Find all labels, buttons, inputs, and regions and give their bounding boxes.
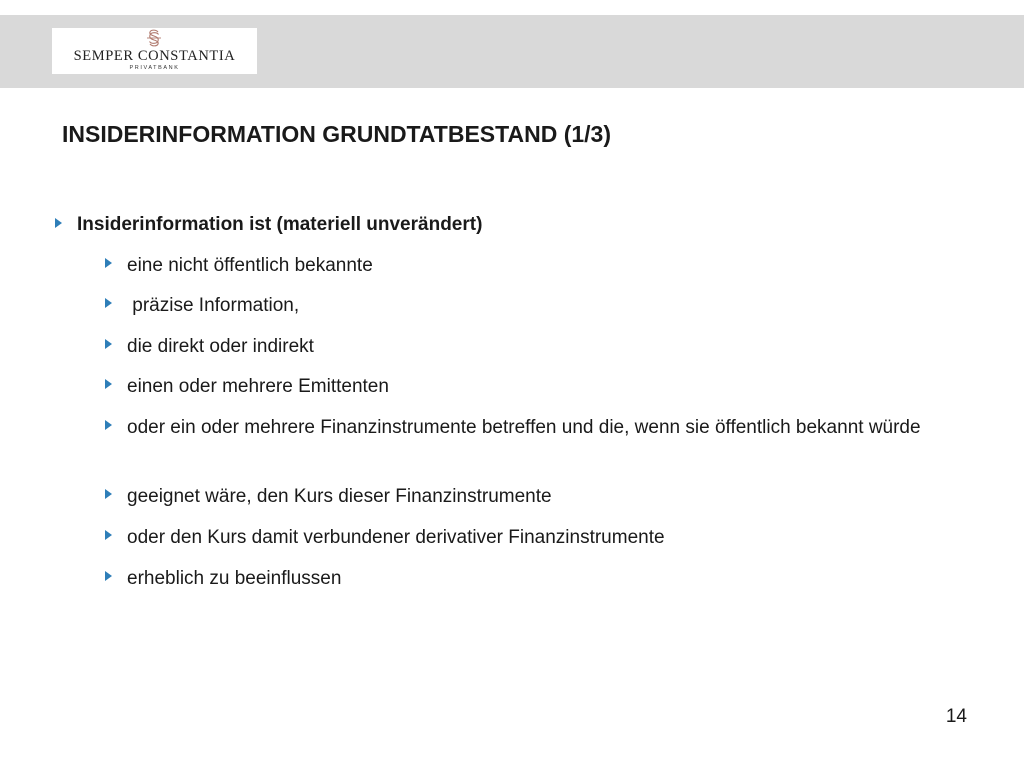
- bullet-arrow-icon: [105, 530, 112, 540]
- sub-bullet: [105, 415, 965, 441]
- bullet-arrow-icon: [105, 298, 112, 308]
- sub-bullet: [105, 566, 965, 592]
- sub-bullet: [105, 525, 965, 551]
- sub-bullet-text: eine nicht öffentlich bekannte: [127, 255, 373, 276]
- sub-bullet: [105, 374, 965, 400]
- main-bullet-text: Insiderinformation ist (materiell unverändert): [77, 214, 483, 235]
- main-bullet: [55, 213, 482, 237]
- sub-bullet: [105, 484, 965, 510]
- bullet-arrow-icon: [105, 571, 112, 581]
- slide-title: INSIDERINFORMATION GRUNDTATBESTAND (1/3): [62, 121, 612, 147]
- monogram-icon: [144, 29, 164, 47]
- logo-subline: PRIVATBANK: [129, 65, 180, 71]
- page-number: 14: [945, 706, 967, 727]
- bank-logo: [52, 28, 257, 74]
- sub-bullet-text: einen oder mehrere Emittenten: [127, 376, 389, 397]
- sub-bullet-text: oder ein oder mehrere Finanzinstrumente betreffen und die, wenn sie öffentlich bekannt würde: [127, 417, 921, 438]
- bullet-arrow-icon: [105, 489, 112, 499]
- bullet-arrow-icon: [105, 379, 112, 389]
- bullet-arrow-icon: [105, 339, 112, 349]
- sub-bullet: [105, 293, 965, 319]
- bullet-arrow-icon: [55, 218, 62, 228]
- sub-bullet-text: geeignet wäre, den Kurs dieser Finanzinstrumente: [127, 486, 552, 507]
- sub-bullet-text: oder den Kurs damit verbundener derivativer Finanzinstrumente: [127, 527, 665, 548]
- sub-bullet-text: erheblich zu beeinflussen: [127, 568, 342, 589]
- bullet-arrow-icon: [105, 420, 112, 430]
- sub-bullet-text: die direkt oder indirekt: [127, 336, 314, 357]
- sub-bullet: [105, 334, 965, 360]
- sub-bullet-text: präzise Information,: [127, 295, 300, 316]
- logo-name: SEMPER CONSTANTIA: [73, 48, 236, 64]
- bullet-arrow-icon: [105, 258, 112, 268]
- sub-bullet: [105, 253, 965, 279]
